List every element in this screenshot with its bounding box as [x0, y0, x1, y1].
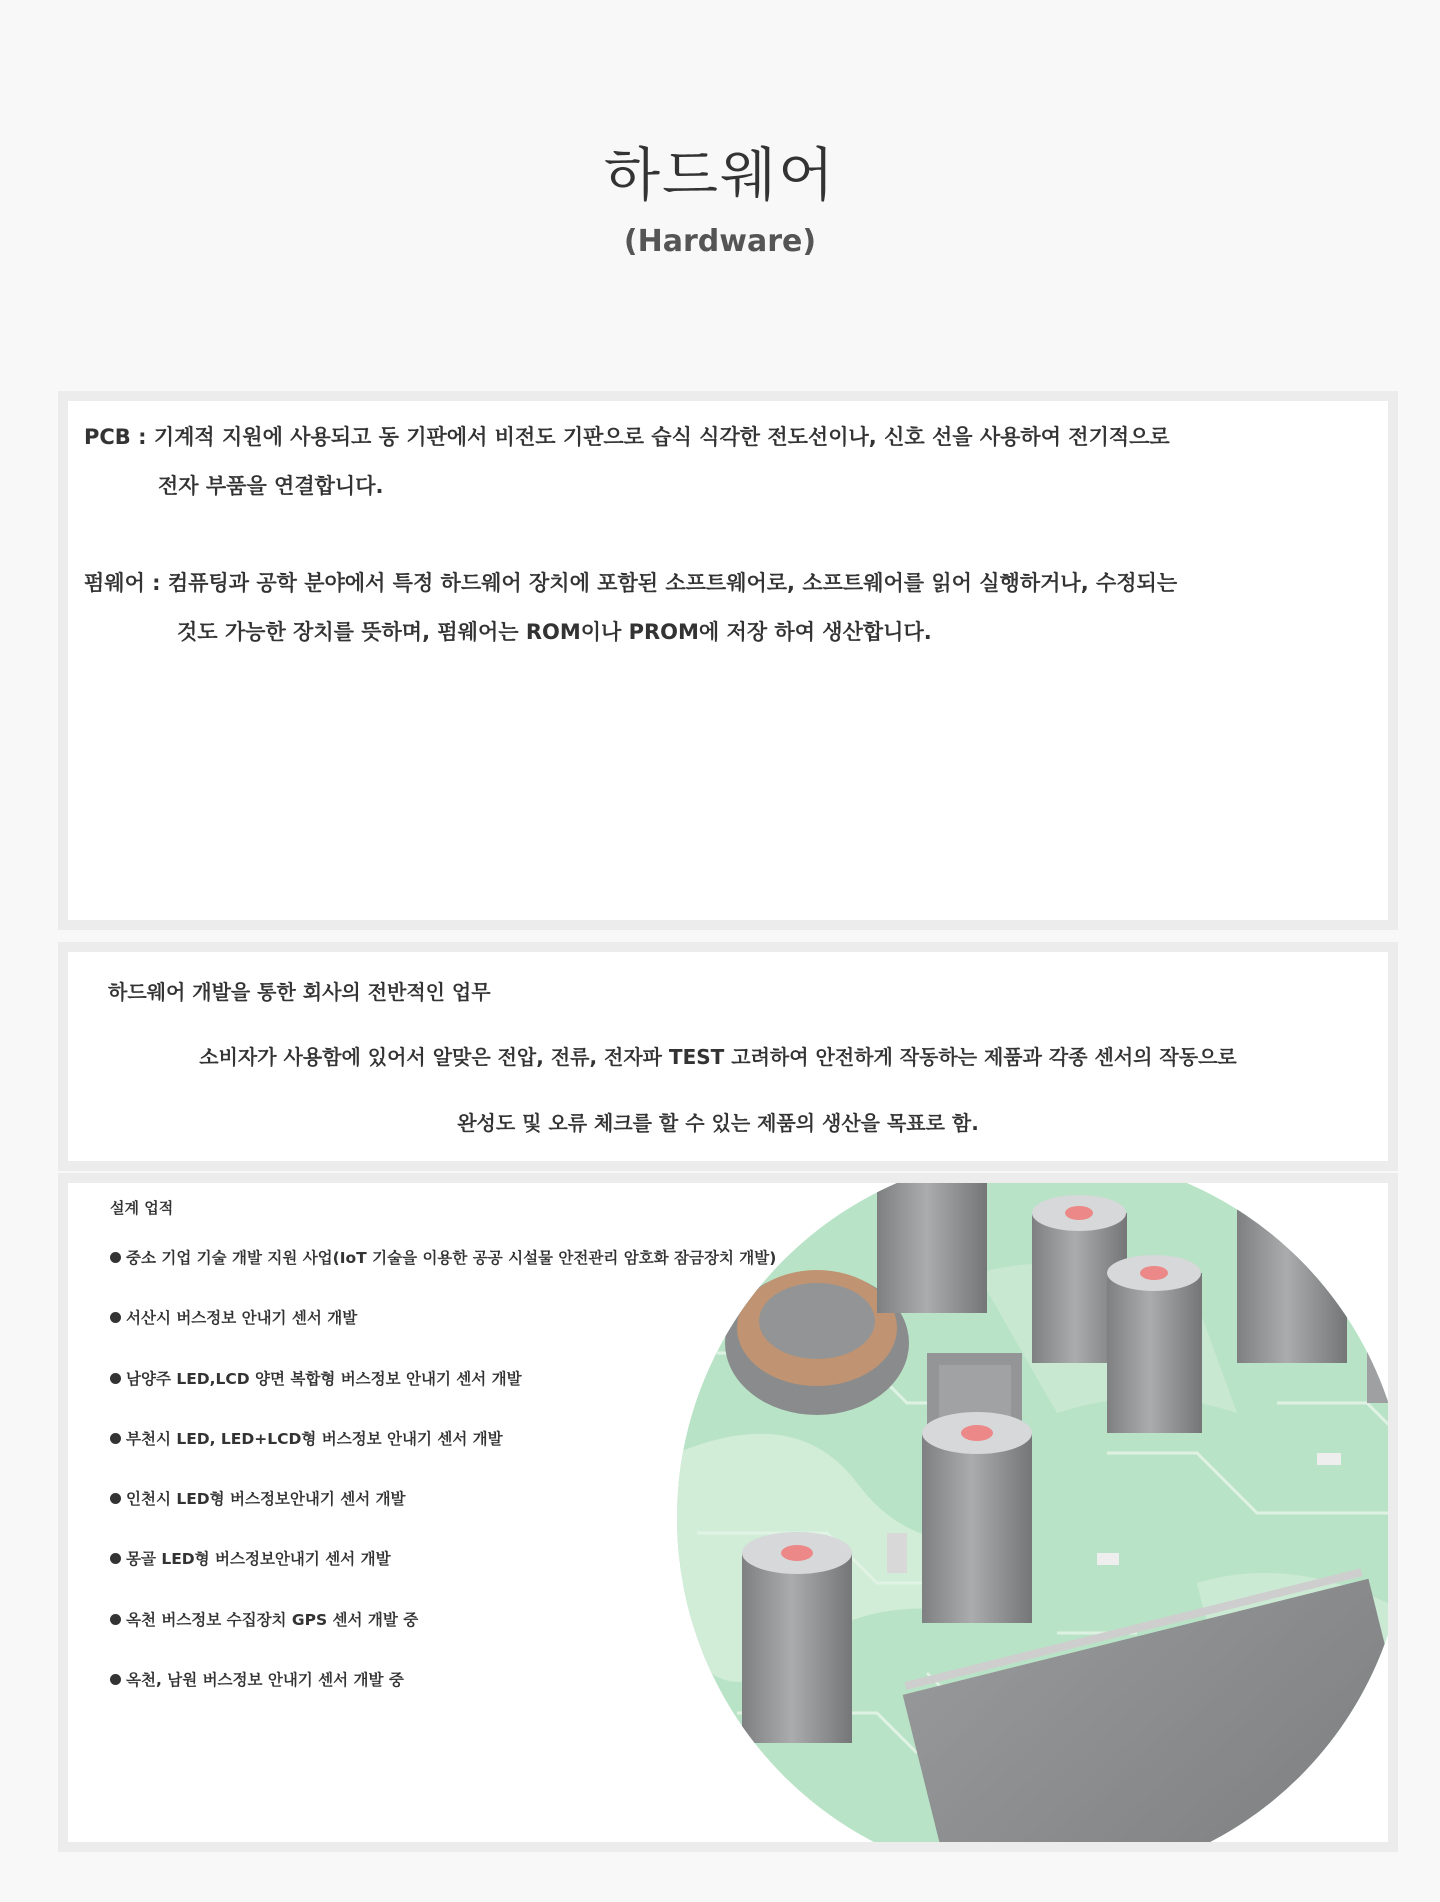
achievement-text: 몽골 LED형 버스정보안내기 센서 개발	[126, 1550, 391, 1569]
achievement-item	[110, 1368, 776, 1428]
achievements-heading: 설계 업적	[110, 1199, 174, 1217]
achievement-text: 옥천, 남원 버스정보 안내기 센서 개발 중	[126, 1671, 404, 1690]
achievement-item	[110, 1247, 776, 1307]
firmware-definition-line2: 것도 가능한 장치를 뜻하며, 펌웨어는 ROM이나 PROM에 저장 하여 생산합니다.	[177, 620, 932, 644]
achievement-text: 인천시 LED형 버스정보안내기 센서 개발	[126, 1490, 406, 1509]
achievement-item	[110, 1609, 776, 1669]
overview-line2: 완성도 및 오류 체크를 할 수 있는 제품의 생산을 목표로 함.	[457, 1111, 979, 1135]
overview-line1: 소비자가 사용함에 있어서 알맞은 전압, 전류, 전자파 TEST 고려하여 안전하게 작동하는 제품과 각종 센서의 작동으로	[199, 1045, 1237, 1069]
definitions-box	[58, 391, 1398, 930]
achievement-text: 중소 기업 기술 개발 지원 사업(IoT 기술을 이용한 공공 시설물 안전관리 암호화 잠금장치 개발)	[126, 1249, 777, 1267]
overview-heading: 하드웨어 개발을 통한 회사의 전반적인 업무	[108, 980, 491, 1004]
bullet-icon	[110, 1252, 121, 1263]
bullet-icon	[110, 1553, 121, 1564]
achievement-item	[110, 1669, 776, 1729]
achievement-item	[110, 1307, 776, 1367]
page-subtitle: (Hardware)	[623, 224, 817, 259]
bullet-icon	[110, 1674, 121, 1685]
achievement-text: 남양주 LED,LCD 양면 복합형 버스정보 안내기 센서 개발	[126, 1369, 522, 1388]
achievement-text: 부천시 LED, LED+LCD형 버스정보 안내기 센서 개발	[126, 1429, 503, 1448]
bullet-icon	[110, 1614, 121, 1625]
achievement-text: 옥천 버스정보 수집장치 GPS 센서 개발 중	[126, 1610, 419, 1629]
bullet-icon	[110, 1312, 121, 1323]
pcb-definition-line2: 전자 부품을 연결합니다.	[158, 474, 384, 498]
achievement-text: 서산시 버스정보 안내기 센서 개발	[126, 1309, 358, 1328]
pcb-definition-line1: PCB : 기계적 지원에 사용되고 동 기판에서 비전도 기판으로 습식 식각한 전도선이나, 신호 선을 사용하여 전기적으로	[84, 425, 1170, 449]
page-title: 하드웨어	[603, 141, 837, 209]
achievements-list	[110, 1247, 776, 1729]
achievement-item	[110, 1428, 776, 1488]
bullet-icon	[110, 1433, 121, 1444]
overview-box	[58, 942, 1398, 1171]
achievements-box	[58, 1173, 1398, 1852]
firmware-definition	[84, 559, 1374, 657]
bullet-icon	[110, 1493, 121, 1504]
achievement-item	[110, 1488, 776, 1548]
achievement-item	[110, 1548, 776, 1608]
pcb-definition	[84, 413, 1374, 511]
pcb-circuit-board-image	[677, 1173, 1398, 1852]
bullet-icon	[110, 1373, 121, 1384]
firmware-definition-line1: 펌웨어 : 컴퓨팅과 공학 분야에서 특정 하드웨어 장치에 포함된 소프트웨어로, 소프트웨어를 읽어 실행하거나, 수정되는	[84, 571, 1178, 595]
